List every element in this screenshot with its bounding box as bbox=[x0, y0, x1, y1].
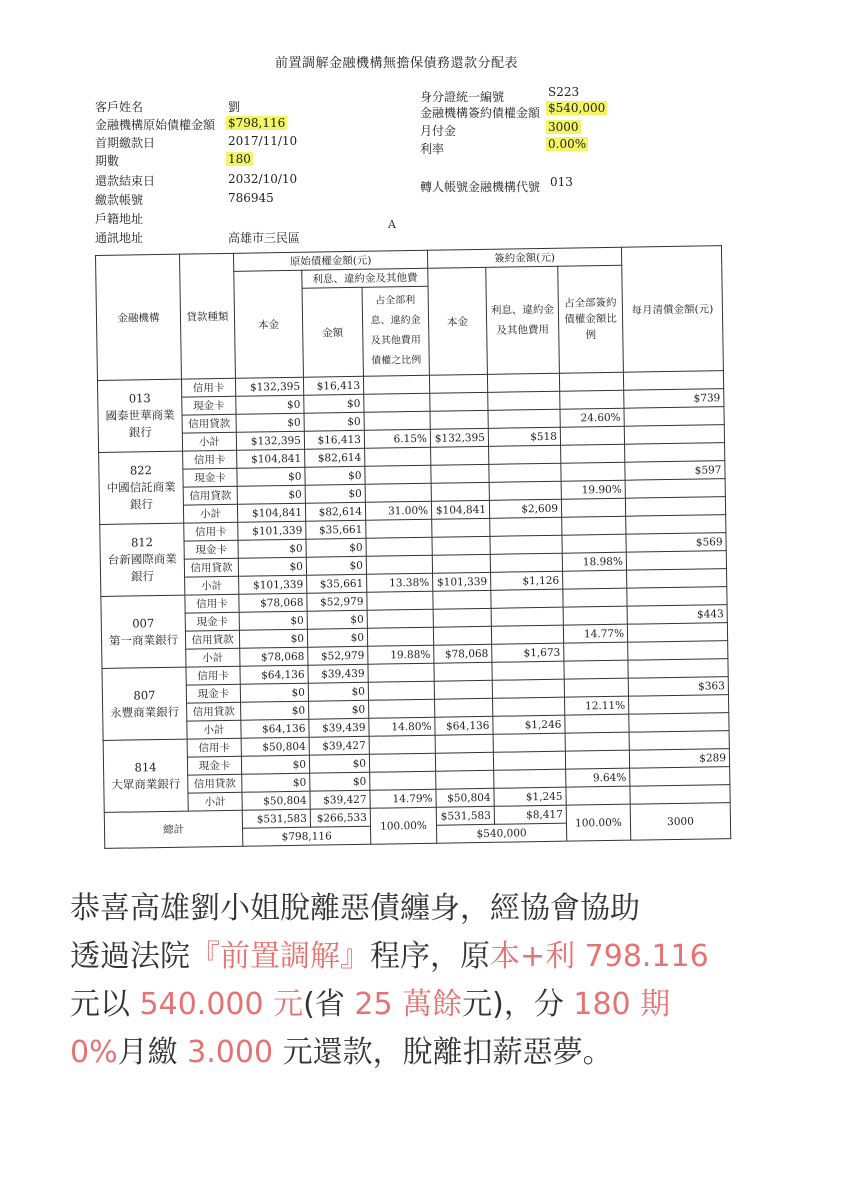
contract-ratio-cell bbox=[565, 732, 629, 751]
id-number-value: S223 bbox=[548, 85, 580, 99]
header-interest-group: 利息、違約金及其他費 bbox=[302, 268, 428, 288]
contract-interest-cell bbox=[492, 679, 564, 698]
header-amount: 金額 bbox=[302, 287, 363, 377]
principal-cell: $0 bbox=[238, 539, 306, 558]
total-contract-combined: $540,000 bbox=[436, 823, 566, 843]
note-2c: 程序，原 bbox=[370, 939, 490, 974]
note-3a: 元以 bbox=[70, 987, 140, 1022]
total-combined: $798,116 bbox=[243, 826, 371, 846]
contract-principal-cell: $50,804 bbox=[436, 788, 494, 807]
interest-cell: $35,661 bbox=[307, 574, 367, 593]
note-line-4 bbox=[70, 1029, 830, 1077]
contract-ratio-cell bbox=[563, 570, 627, 589]
monthly-cell bbox=[625, 443, 725, 463]
principal-cell: $0 bbox=[242, 773, 310, 792]
note-line-3 bbox=[70, 981, 830, 1029]
header-ratio-original: 占全部利息、違約金及其他費用債權之比例 bbox=[362, 286, 429, 376]
contract-interest-cell bbox=[493, 697, 565, 716]
contract-ratio-cell bbox=[566, 786, 630, 805]
transfer-bank-value: 013 bbox=[550, 175, 573, 189]
ratio-cell bbox=[368, 681, 434, 700]
contract-interest-cell bbox=[493, 751, 565, 770]
bank-name: 007 第一商業銀行 bbox=[101, 595, 186, 668]
first-payment-value: 2017/11/10 bbox=[228, 134, 298, 148]
contract-ratio-cell: 24.60% bbox=[560, 408, 624, 427]
contract-ratio-cell bbox=[564, 642, 628, 661]
contract-ratio-cell bbox=[559, 372, 623, 391]
account-label: 繳款帳號 bbox=[95, 193, 144, 207]
contract-interest-cell bbox=[490, 553, 562, 572]
interest-rate-value: 0.00% bbox=[548, 137, 587, 151]
ratio-cell bbox=[365, 447, 431, 466]
principal-cell: $0 bbox=[239, 611, 307, 630]
principal-cell: $0 bbox=[241, 755, 309, 774]
ratio-cell bbox=[369, 735, 435, 754]
account-value: 786945 bbox=[228, 191, 274, 205]
note-2d: 本+利 798.116 bbox=[490, 939, 709, 974]
ratio-cell bbox=[363, 375, 429, 394]
original-debt-label: 金融機構原始債權金額 bbox=[95, 118, 216, 132]
total-label: 總計 bbox=[104, 810, 243, 848]
contract-interest-cell bbox=[488, 391, 560, 410]
principal-cell: $101,339 bbox=[239, 575, 307, 594]
principal-cell: $132,395 bbox=[236, 431, 304, 450]
ratio-cell: 19.88% bbox=[368, 645, 434, 664]
monthly-cell: $443 bbox=[627, 605, 727, 625]
header-contract-interest: 利息、違約金及其他費用 bbox=[486, 266, 560, 374]
monthly-cell bbox=[627, 569, 727, 589]
interest-cell: $0 bbox=[305, 484, 365, 503]
interest-cell: $39,439 bbox=[308, 664, 368, 683]
loan-type: 小計 bbox=[186, 648, 240, 667]
contract-ratio-cell bbox=[561, 498, 625, 517]
ratio-cell: 14.79% bbox=[370, 789, 436, 808]
header-contract-principal: 本金 bbox=[428, 267, 488, 375]
interest-cell: $16,413 bbox=[304, 430, 364, 449]
loan-type: 信用卡 bbox=[185, 594, 239, 613]
contract-principal-cell bbox=[433, 626, 491, 645]
contract-interest-cell bbox=[488, 409, 560, 428]
interest-cell: $82,614 bbox=[305, 448, 365, 467]
contract-interest-cell bbox=[491, 625, 563, 644]
loan-type: 小計 bbox=[187, 720, 241, 739]
contract-interest-cell bbox=[490, 517, 562, 536]
note-4b: 月繳 bbox=[117, 1035, 188, 1070]
monthly-cell: $597 bbox=[625, 461, 725, 481]
monthly-cell bbox=[630, 785, 730, 805]
mail-address-value: 高雄市三民區 bbox=[228, 231, 301, 245]
interest-cell: $35,661 bbox=[306, 520, 366, 539]
interest-cell: $0 bbox=[309, 754, 369, 773]
interest-cell: $82,614 bbox=[305, 502, 365, 521]
principal-cell: $101,339 bbox=[238, 521, 306, 540]
contract-ratio-cell: 18.98% bbox=[562, 552, 626, 571]
contract-principal-cell bbox=[429, 374, 487, 393]
loan-type: 信用貸款 bbox=[182, 414, 236, 433]
monthly-cell: $289 bbox=[629, 749, 729, 769]
ratio-cell: 14.80% bbox=[369, 717, 435, 736]
contract-ratio-cell: 19.90% bbox=[561, 480, 625, 499]
principal-cell: $0 bbox=[238, 557, 306, 576]
document-title: 前置調解金融機構無擔保債務還款分配表 bbox=[275, 56, 519, 71]
contract-ratio-cell bbox=[562, 516, 626, 535]
monthly-cell: $569 bbox=[626, 533, 726, 553]
contract-ratio-cell bbox=[563, 588, 627, 607]
loan-type: 信用卡 bbox=[187, 738, 241, 757]
contract-principal-cell bbox=[431, 464, 489, 483]
loan-type: 現金卡 bbox=[186, 684, 240, 703]
note-2a: 透過法院 bbox=[70, 939, 190, 974]
note-3e: 元)，分 bbox=[462, 987, 574, 1022]
contract-principal-cell bbox=[432, 518, 490, 537]
bank-name: 822 中國信託商業 銀行 bbox=[99, 451, 184, 524]
contract-principal-cell: $64,136 bbox=[435, 716, 493, 735]
contract-principal-cell: $132,395 bbox=[430, 428, 488, 447]
note-line-2 bbox=[70, 933, 830, 981]
principal-cell: $78,068 bbox=[240, 647, 308, 666]
loan-type: 現金卡 bbox=[184, 540, 238, 559]
interest-cell: $16,413 bbox=[303, 376, 363, 395]
contract-ratio-cell: 9.64% bbox=[566, 768, 630, 787]
contract-principal-cell bbox=[434, 662, 492, 681]
bank-name: 807 永豐商業銀行 bbox=[102, 667, 187, 740]
principal-cell: $0 bbox=[237, 485, 305, 504]
monthly-cell bbox=[630, 767, 730, 787]
periods-label: 期數 bbox=[95, 154, 120, 168]
contract-ratio-cell bbox=[564, 678, 628, 697]
bank-name: 814 大眾商業銀行 bbox=[103, 739, 188, 812]
contract-interest-cell bbox=[494, 769, 566, 788]
note-3b: 540.000 元 bbox=[139, 987, 304, 1022]
loan-type: 現金卡 bbox=[183, 468, 237, 487]
contract-ratio-cell bbox=[561, 462, 625, 481]
loan-type: 現金卡 bbox=[185, 612, 239, 631]
contract-ratio-cell bbox=[562, 534, 626, 553]
contract-interest-cell bbox=[491, 589, 563, 608]
contract-interest-cell bbox=[489, 463, 561, 482]
note-3f: 180 期 bbox=[573, 987, 671, 1022]
interest-cell: $39,427 bbox=[309, 736, 369, 755]
contract-principal-cell bbox=[430, 392, 488, 411]
ratio-cell bbox=[367, 609, 433, 628]
principal-cell: $0 bbox=[240, 683, 308, 702]
principal-cell: $0 bbox=[239, 629, 307, 648]
loan-type: 信用貸款 bbox=[187, 702, 241, 721]
contract-principal-cell bbox=[433, 608, 491, 627]
header-contract: 簽約金額(元) bbox=[427, 247, 621, 268]
ratio-cell bbox=[365, 483, 431, 502]
monthly-cell: $739 bbox=[624, 389, 724, 409]
monthly-cell bbox=[624, 407, 724, 427]
header-loan-type: 貸款種類 bbox=[179, 253, 235, 379]
contract-interest-cell: $1,245 bbox=[494, 787, 566, 806]
contract-principal-cell bbox=[433, 590, 491, 609]
contract-interest-cell: $1,673 bbox=[492, 643, 564, 662]
original-debt-value: $798,116 bbox=[228, 116, 286, 130]
monthly-cell bbox=[624, 425, 724, 445]
monthly-cell bbox=[628, 641, 728, 661]
ratio-cell: 6.15% bbox=[364, 429, 430, 448]
contract-principal-cell bbox=[435, 734, 493, 753]
monthly-cell bbox=[625, 479, 725, 499]
contract-principal-cell bbox=[434, 680, 492, 699]
principal-cell: $0 bbox=[236, 395, 304, 414]
loan-type: 信用卡 bbox=[183, 450, 237, 469]
congratulation-note bbox=[70, 885, 830, 1077]
total-contract-principal: $531,583 bbox=[436, 806, 494, 825]
loan-type: 現金卡 bbox=[187, 756, 241, 775]
header-contract-ratio: 占全部簽約債權金額比例 bbox=[558, 265, 624, 373]
loan-type: 信用貸款 bbox=[184, 558, 238, 577]
contract-interest-cell bbox=[489, 445, 561, 464]
note-line-1: 恭喜高雄劉小姐脫離惡債纏身，經協會協助 bbox=[70, 891, 640, 926]
header-monthly: 每月清償金額(元) bbox=[621, 246, 723, 373]
interest-cell: $0 bbox=[307, 628, 367, 647]
total-interest: $266,533 bbox=[310, 808, 370, 827]
contract-interest-cell: $2,609 bbox=[489, 499, 561, 518]
header-institution: 金融機構 bbox=[96, 254, 182, 380]
loan-type: 信用卡 bbox=[186, 666, 240, 685]
ratio-cell bbox=[369, 699, 435, 718]
loan-type: 小計 bbox=[183, 504, 237, 523]
contract-interest-cell: $518 bbox=[488, 427, 560, 446]
principal-cell: $78,068 bbox=[239, 593, 307, 612]
contract-ratio-cell bbox=[563, 606, 627, 625]
note-2b: 『前置調解』 bbox=[190, 939, 370, 974]
total-contract-interest: $8,417 bbox=[494, 805, 566, 824]
contract-interest-cell bbox=[492, 661, 564, 680]
contract-ratio-cell: 14.77% bbox=[563, 624, 627, 643]
loan-type: 現金卡 bbox=[182, 396, 236, 415]
contract-principal-cell bbox=[435, 698, 493, 717]
ratio-cell bbox=[367, 627, 433, 646]
contract-debt-value: $540,000 bbox=[548, 101, 606, 115]
monthly-payment-label: 月付金 bbox=[420, 124, 457, 138]
contract-principal-cell bbox=[431, 446, 489, 465]
ratio-cell bbox=[366, 555, 432, 574]
interest-cell: $0 bbox=[304, 412, 364, 431]
note-3c: (省 bbox=[303, 987, 355, 1022]
interest-cell: $39,427 bbox=[310, 790, 370, 809]
principal-cell: $0 bbox=[241, 701, 309, 720]
bank-name: 812 台新國際商業 銀行 bbox=[100, 523, 185, 596]
first-payment-label: 首期繳款日 bbox=[95, 136, 156, 150]
contract-principal-cell bbox=[432, 536, 490, 555]
monthly-cell bbox=[628, 695, 728, 715]
contract-principal-cell bbox=[436, 770, 494, 789]
contract-principal-cell bbox=[432, 554, 490, 573]
contract-principal-cell: $101,339 bbox=[433, 572, 491, 591]
contract-ratio-cell bbox=[560, 426, 624, 445]
loan-type: 信用貸款 bbox=[188, 774, 242, 793]
principal-cell: $50,804 bbox=[242, 791, 310, 810]
monthly-cell bbox=[627, 623, 727, 643]
contract-interest-cell bbox=[493, 733, 565, 752]
interest-cell: $0 bbox=[310, 772, 370, 791]
principal-cell: $0 bbox=[237, 467, 305, 486]
principal-cell: $104,841 bbox=[237, 449, 305, 468]
monthly-cell bbox=[626, 551, 726, 571]
header-principal: 本金 bbox=[234, 270, 304, 378]
ratio-cell bbox=[370, 771, 436, 790]
contract-principal-cell bbox=[435, 752, 493, 771]
ratio-cell bbox=[366, 519, 432, 538]
contract-interest-cell bbox=[491, 607, 563, 626]
contract-debt-label: 金融機構簽約債權金額 bbox=[420, 106, 541, 120]
monthly-cell bbox=[629, 731, 729, 751]
contract-principal-cell bbox=[430, 410, 488, 429]
total-monthly: 3000 bbox=[630, 803, 731, 841]
interest-cell: $52,979 bbox=[308, 646, 368, 665]
stray-mark: A bbox=[388, 218, 396, 231]
principal-cell: $64,136 bbox=[241, 719, 309, 738]
monthly-cell bbox=[626, 515, 726, 535]
total-principal: $531,583 bbox=[242, 809, 310, 828]
contract-interest-cell bbox=[489, 481, 561, 500]
periods-value: 180 bbox=[228, 152, 251, 166]
note-4a: 0% bbox=[70, 1035, 118, 1070]
interest-cell: $0 bbox=[305, 466, 365, 485]
ratio-cell: 31.00% bbox=[365, 501, 431, 520]
loan-type: 信用貸款 bbox=[185, 630, 239, 649]
ratio-cell bbox=[367, 591, 433, 610]
contract-ratio-cell bbox=[564, 660, 628, 679]
monthly-cell bbox=[623, 371, 723, 391]
ratio-cell bbox=[364, 393, 430, 412]
contract-interest-cell: $1,246 bbox=[493, 715, 565, 734]
mail-address-label: 通訊地址 bbox=[95, 231, 144, 245]
principal-cell: $104,841 bbox=[237, 503, 305, 522]
contract-ratio-cell bbox=[565, 714, 629, 733]
monthly-payment-value: 3000 bbox=[548, 120, 579, 134]
note-4d: 元還款，脫離扣薪惡夢。 bbox=[273, 1035, 613, 1070]
note-4c: 3.000 bbox=[187, 1035, 274, 1070]
repayment-table bbox=[95, 245, 731, 849]
principal-cell: $50,804 bbox=[241, 737, 309, 756]
ratio-cell bbox=[364, 411, 430, 430]
household-address-label: 戶籍地址 bbox=[95, 212, 144, 226]
bank-rows bbox=[97, 371, 730, 813]
monthly-cell: $363 bbox=[628, 677, 728, 697]
loan-type: 信用卡 bbox=[184, 522, 238, 541]
total-contract-ratio: 100.00% bbox=[566, 804, 631, 841]
principal-cell: $0 bbox=[236, 413, 304, 432]
contract-ratio-cell: 12.11% bbox=[565, 696, 629, 715]
ratio-cell bbox=[366, 537, 432, 556]
ratio-cell bbox=[369, 753, 435, 772]
contract-principal-cell: $78,068 bbox=[434, 644, 492, 663]
contract-ratio-cell bbox=[565, 750, 629, 769]
interest-cell: $0 bbox=[304, 394, 364, 413]
transfer-bank-label: 轉人帳號金融機構代號 bbox=[420, 180, 541, 194]
contract-interest-cell bbox=[490, 535, 562, 554]
customer-name-value: 劉 bbox=[228, 100, 241, 114]
interest-cell: $39,439 bbox=[309, 718, 369, 737]
contract-ratio-cell bbox=[561, 444, 625, 463]
end-date-label: 還款結束日 bbox=[95, 174, 156, 188]
monthly-cell bbox=[625, 497, 725, 517]
contract-ratio-cell bbox=[560, 390, 624, 409]
id-number-label: 身分證統一編號 bbox=[420, 90, 505, 104]
principal-cell: $132,395 bbox=[235, 377, 303, 396]
monthly-cell bbox=[629, 713, 729, 733]
customer-name-label: 客戶姓名 bbox=[95, 100, 144, 114]
total-ratio: 100.00% bbox=[370, 807, 437, 844]
contract-principal-cell: $104,841 bbox=[431, 500, 489, 519]
ratio-cell bbox=[365, 465, 431, 484]
header-original: 原始債權金額(元) bbox=[233, 250, 427, 271]
loan-type: 信用貸款 bbox=[183, 486, 237, 505]
interest-cell: $52,979 bbox=[307, 592, 367, 611]
contract-principal-cell bbox=[431, 482, 489, 501]
interest-rate-label: 利率 bbox=[420, 142, 445, 156]
loan-type: 信用卡 bbox=[181, 378, 235, 397]
interest-cell: $0 bbox=[308, 682, 368, 701]
contract-interest-cell: $1,126 bbox=[491, 571, 563, 590]
interest-cell: $0 bbox=[307, 610, 367, 629]
loan-type: 小計 bbox=[185, 576, 239, 595]
ratio-cell: 13.38% bbox=[367, 573, 433, 592]
ratio-cell bbox=[368, 663, 434, 682]
bank-name: 013 國泰世華商業 銀行 bbox=[97, 379, 182, 452]
note-3d: 25 萬餘 bbox=[354, 987, 463, 1022]
interest-cell: $0 bbox=[306, 538, 366, 557]
contract-interest-cell bbox=[487, 373, 559, 392]
interest-cell: $0 bbox=[306, 556, 366, 575]
loan-type: 小計 bbox=[182, 432, 236, 451]
principal-cell: $64,136 bbox=[240, 665, 308, 684]
monthly-cell bbox=[628, 659, 728, 679]
monthly-cell bbox=[627, 587, 727, 607]
interest-cell: $0 bbox=[309, 700, 369, 719]
end-date-value: 2032/10/10 bbox=[228, 172, 298, 186]
loan-type: 小計 bbox=[188, 792, 242, 811]
